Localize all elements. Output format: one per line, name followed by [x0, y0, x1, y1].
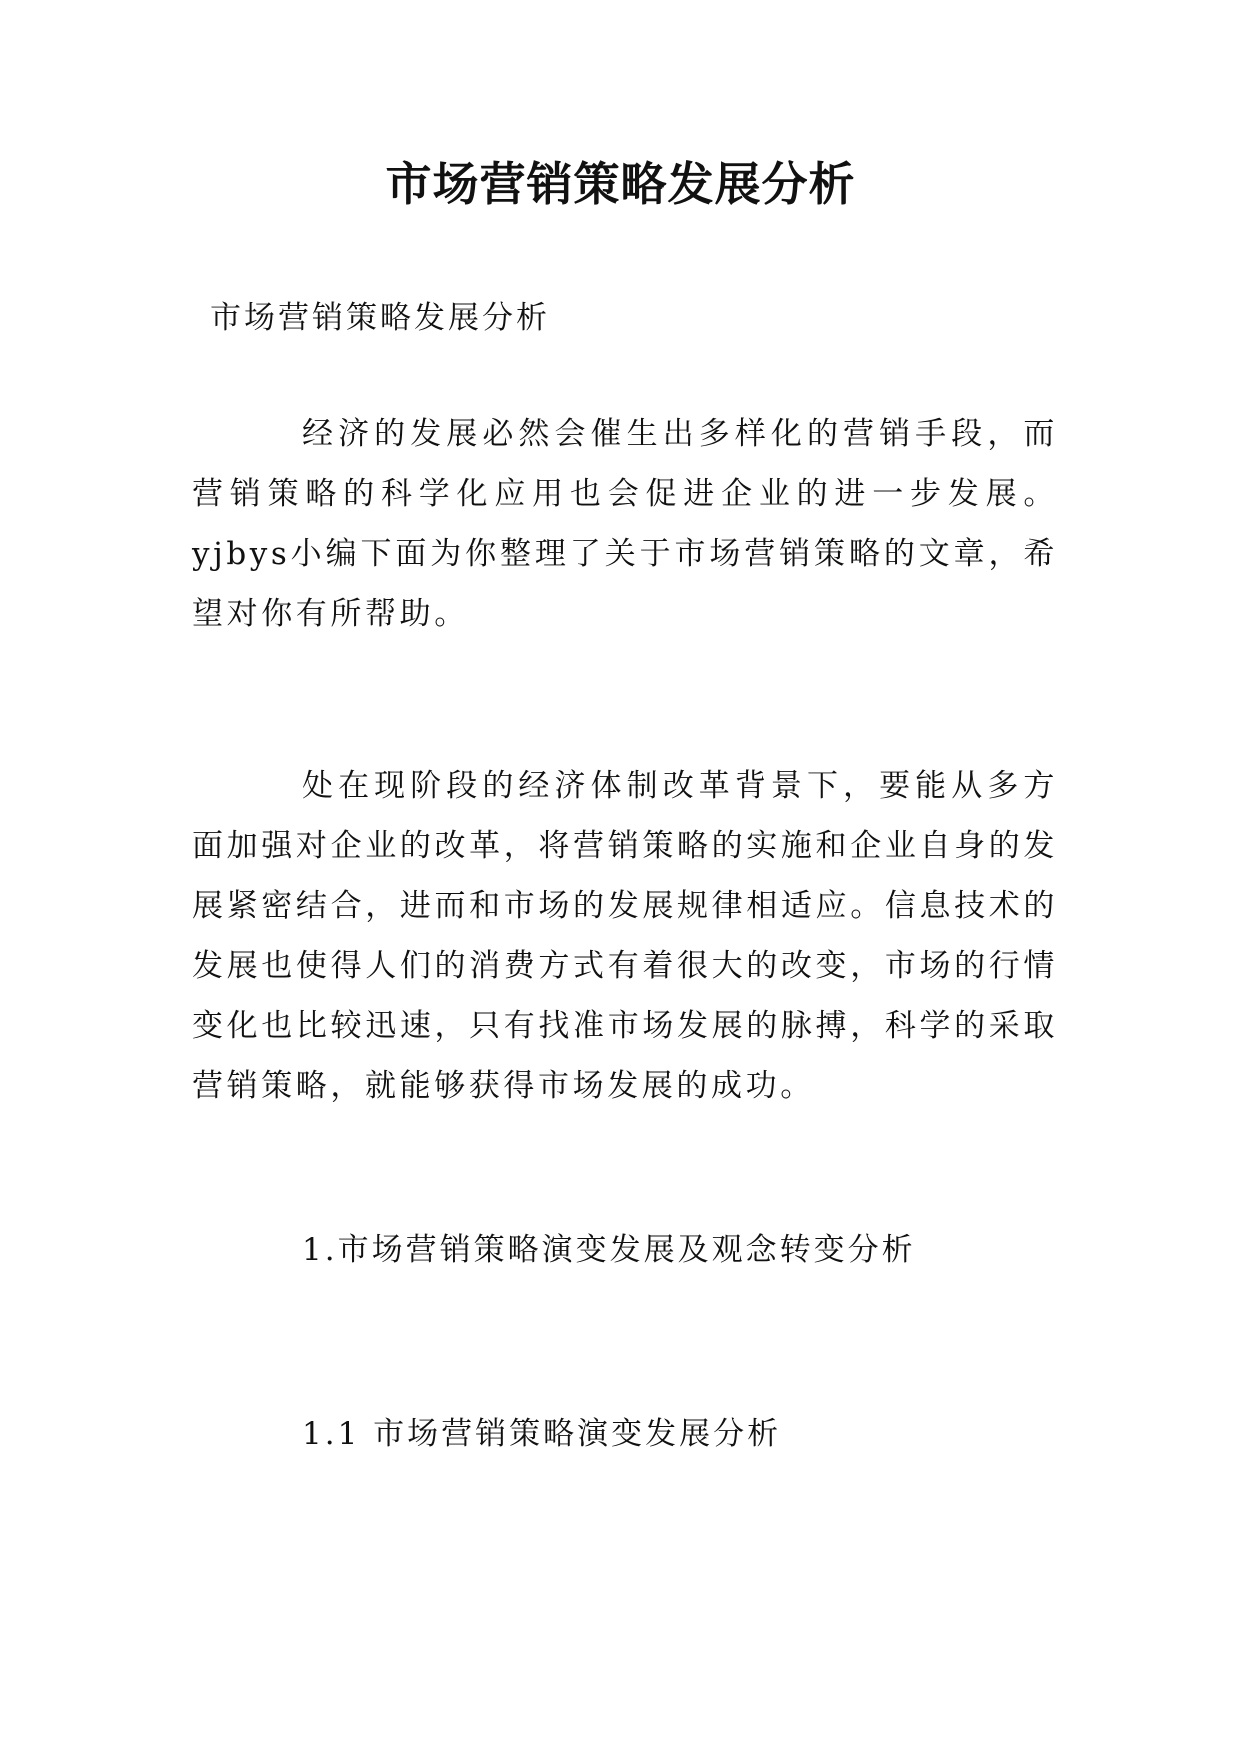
- document-title: 市场营销策略发展分析: [385, 157, 856, 211]
- body-paragraph: 处在现阶段的经济体制改革背景下，要能从多方面加强对企业的改革，将营销策略的实施和企业自身的发展紧密结合，进而和市场的发展规律相适应。信息技术的发展也使得人们的消费方式有着很大的改变，市场的行情变化也比较迅速，只有找准市场发展的脉搏，科学的采取营销策略，就能够获得市场发展的成功。: [192, 768, 1058, 1104]
- section-heading: 1.市场营销策略演变发展及观念转变分析: [302, 1232, 916, 1268]
- intro-paragraph: 经济的发展必然会催生出多样化的营销手段，而营销策略的科学化应用也会促进企业的进一步发展。yjbys小编下面为你整理了关于市场营销策略的文章，希望对你有所帮助。: [192, 416, 1058, 632]
- document-subtitle: 市场营销策略发展分析: [210, 300, 550, 336]
- subsection-heading: 1.1 市场营销策略演变发展分析: [302, 1416, 782, 1452]
